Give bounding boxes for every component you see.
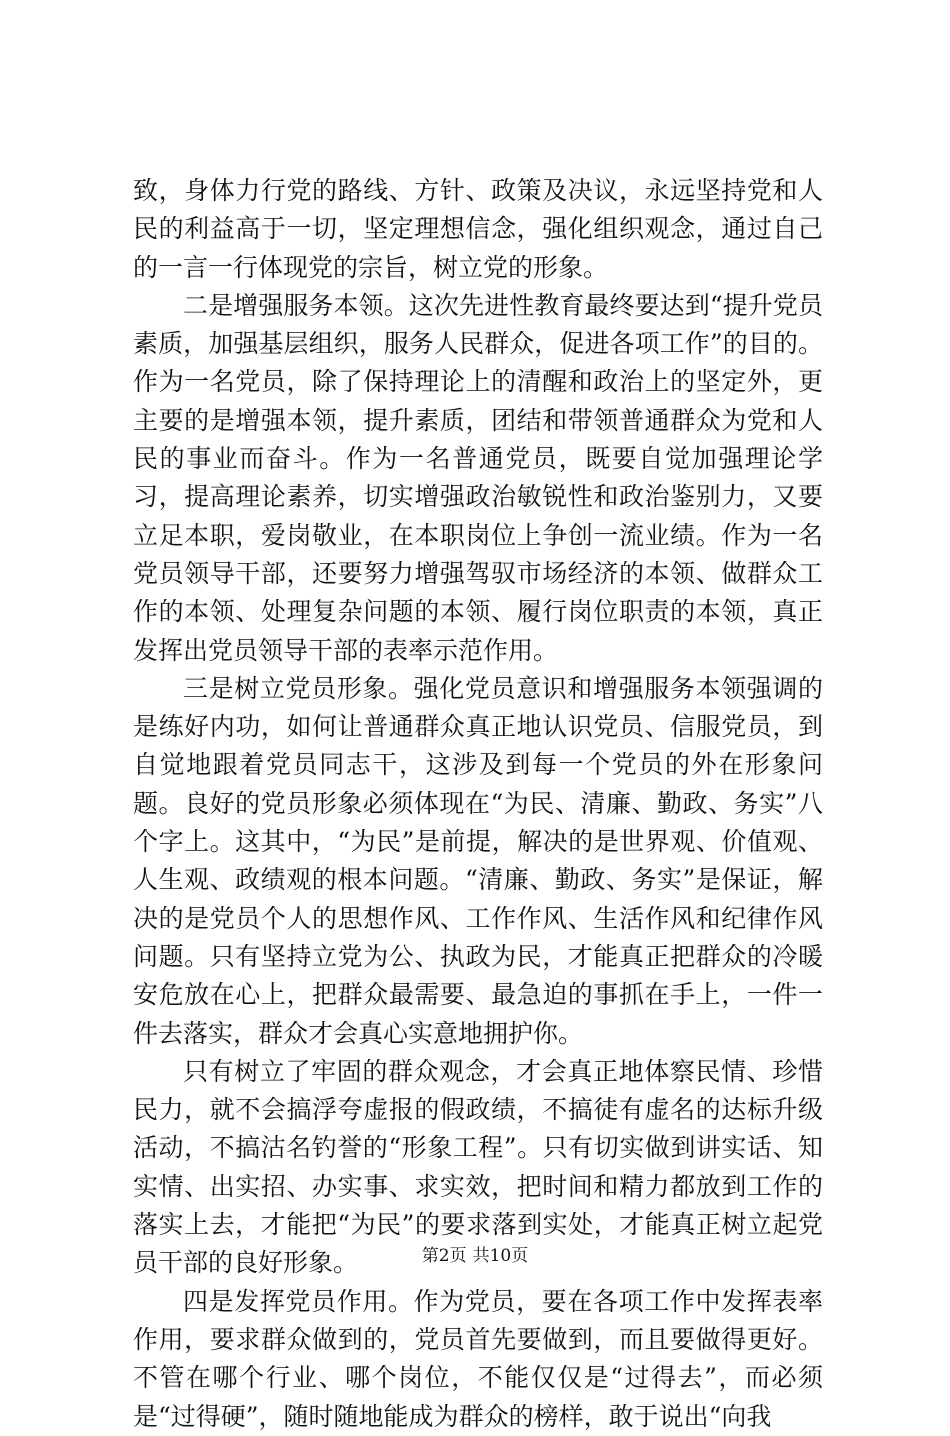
paragraph-mass-viewpoint: 只有树立了牢固的群众观念，才会真正地体察民情、珍惜民力，就不会搞浮夸虚报的假政绩，不搞徒有虚名的达标升级活动，不搞沽名钓誉的“形象工程”。只有切实做到讲实话、知实情、出实招、办实事、求实效，把时间和精力都放到工作的落实上去，才能把“为民”的要求落到实处，才能真正树立起党员干部的良好形象。	[133, 1056, 823, 1278]
paragraph-party-image: 三是树立党员形象。强化党员意识和增强服务本领强调的是练好内功，如何让普通群众真正地认识党员、信服党员，到自觉地跟着党员同志干，这涉及到每一个党员的外在形象问题。良好的党员形象必须体现在“为民、清廉、勤政、务实”八个字上。这其中，“为民”是前提，解决的是世界观、价值观、人生观、政绩观的根本问题。“清廉、勤政、务实”是保证，解决的是党员个人的思想作风、工作作风、生活作风和纪律作风问题。只有坚持立党为公、执政为民，才能真正把群众的冷暖安危放在心上，把群众最需要、最急迫的事抓在手上，一件一件去落实，群众才会真心实意地拥护你。	[133, 673, 823, 1048]
page-footer	[0, 1245, 950, 1267]
paragraph-service-ability: 二是增强服务本领。这次先进性教育最终要达到“提升党员素质，加强基层组织，服务人民群众，促进各项工作”的目的。作为一名党员，除了保持理论上的清醒和政治上的坚定外，更主要的是增强本领，提升素质，团结和带领普通群众为党和人民的事业而奋斗。作为一名普通党员，既要自觉加强理论学习，提高理论素养，切实增强政治敏锐性和政治鉴别力，又要立足本职，爱岗敬业，在本职岗位上争创一流业绩。作为一名党员领导干部，还要努力增强驾驭市场经济的本领、做群众工作的本领、处理复杂问题的本领、履行岗位职责的本领，真正发挥出党员领导干部的表率示范作用。	[133, 290, 823, 665]
page-total: 共10页	[472, 1246, 529, 1266]
paragraph-continuation: 致，身体力行党的路线、方针、政策及决议，永远坚持党和人民的利益高于一切，坚定理想信念，强化组织观念，通过自己的一言一行体现党的宗旨，树立党的形象。	[133, 176, 823, 282]
page-number: 第2页	[421, 1246, 467, 1266]
paragraph-party-role: 四是发挥党员作用。作为党员，要在各项工作中发挥表率作用，要求群众做到的，党员首先要做到，而且要做得更好。不管在哪个行业、哪个岗位，不能仅仅是“过得去”，而必须是“过得硬”，随时随地能成为群众的榜样，敢于说出“向我	[133, 1286, 823, 1431]
